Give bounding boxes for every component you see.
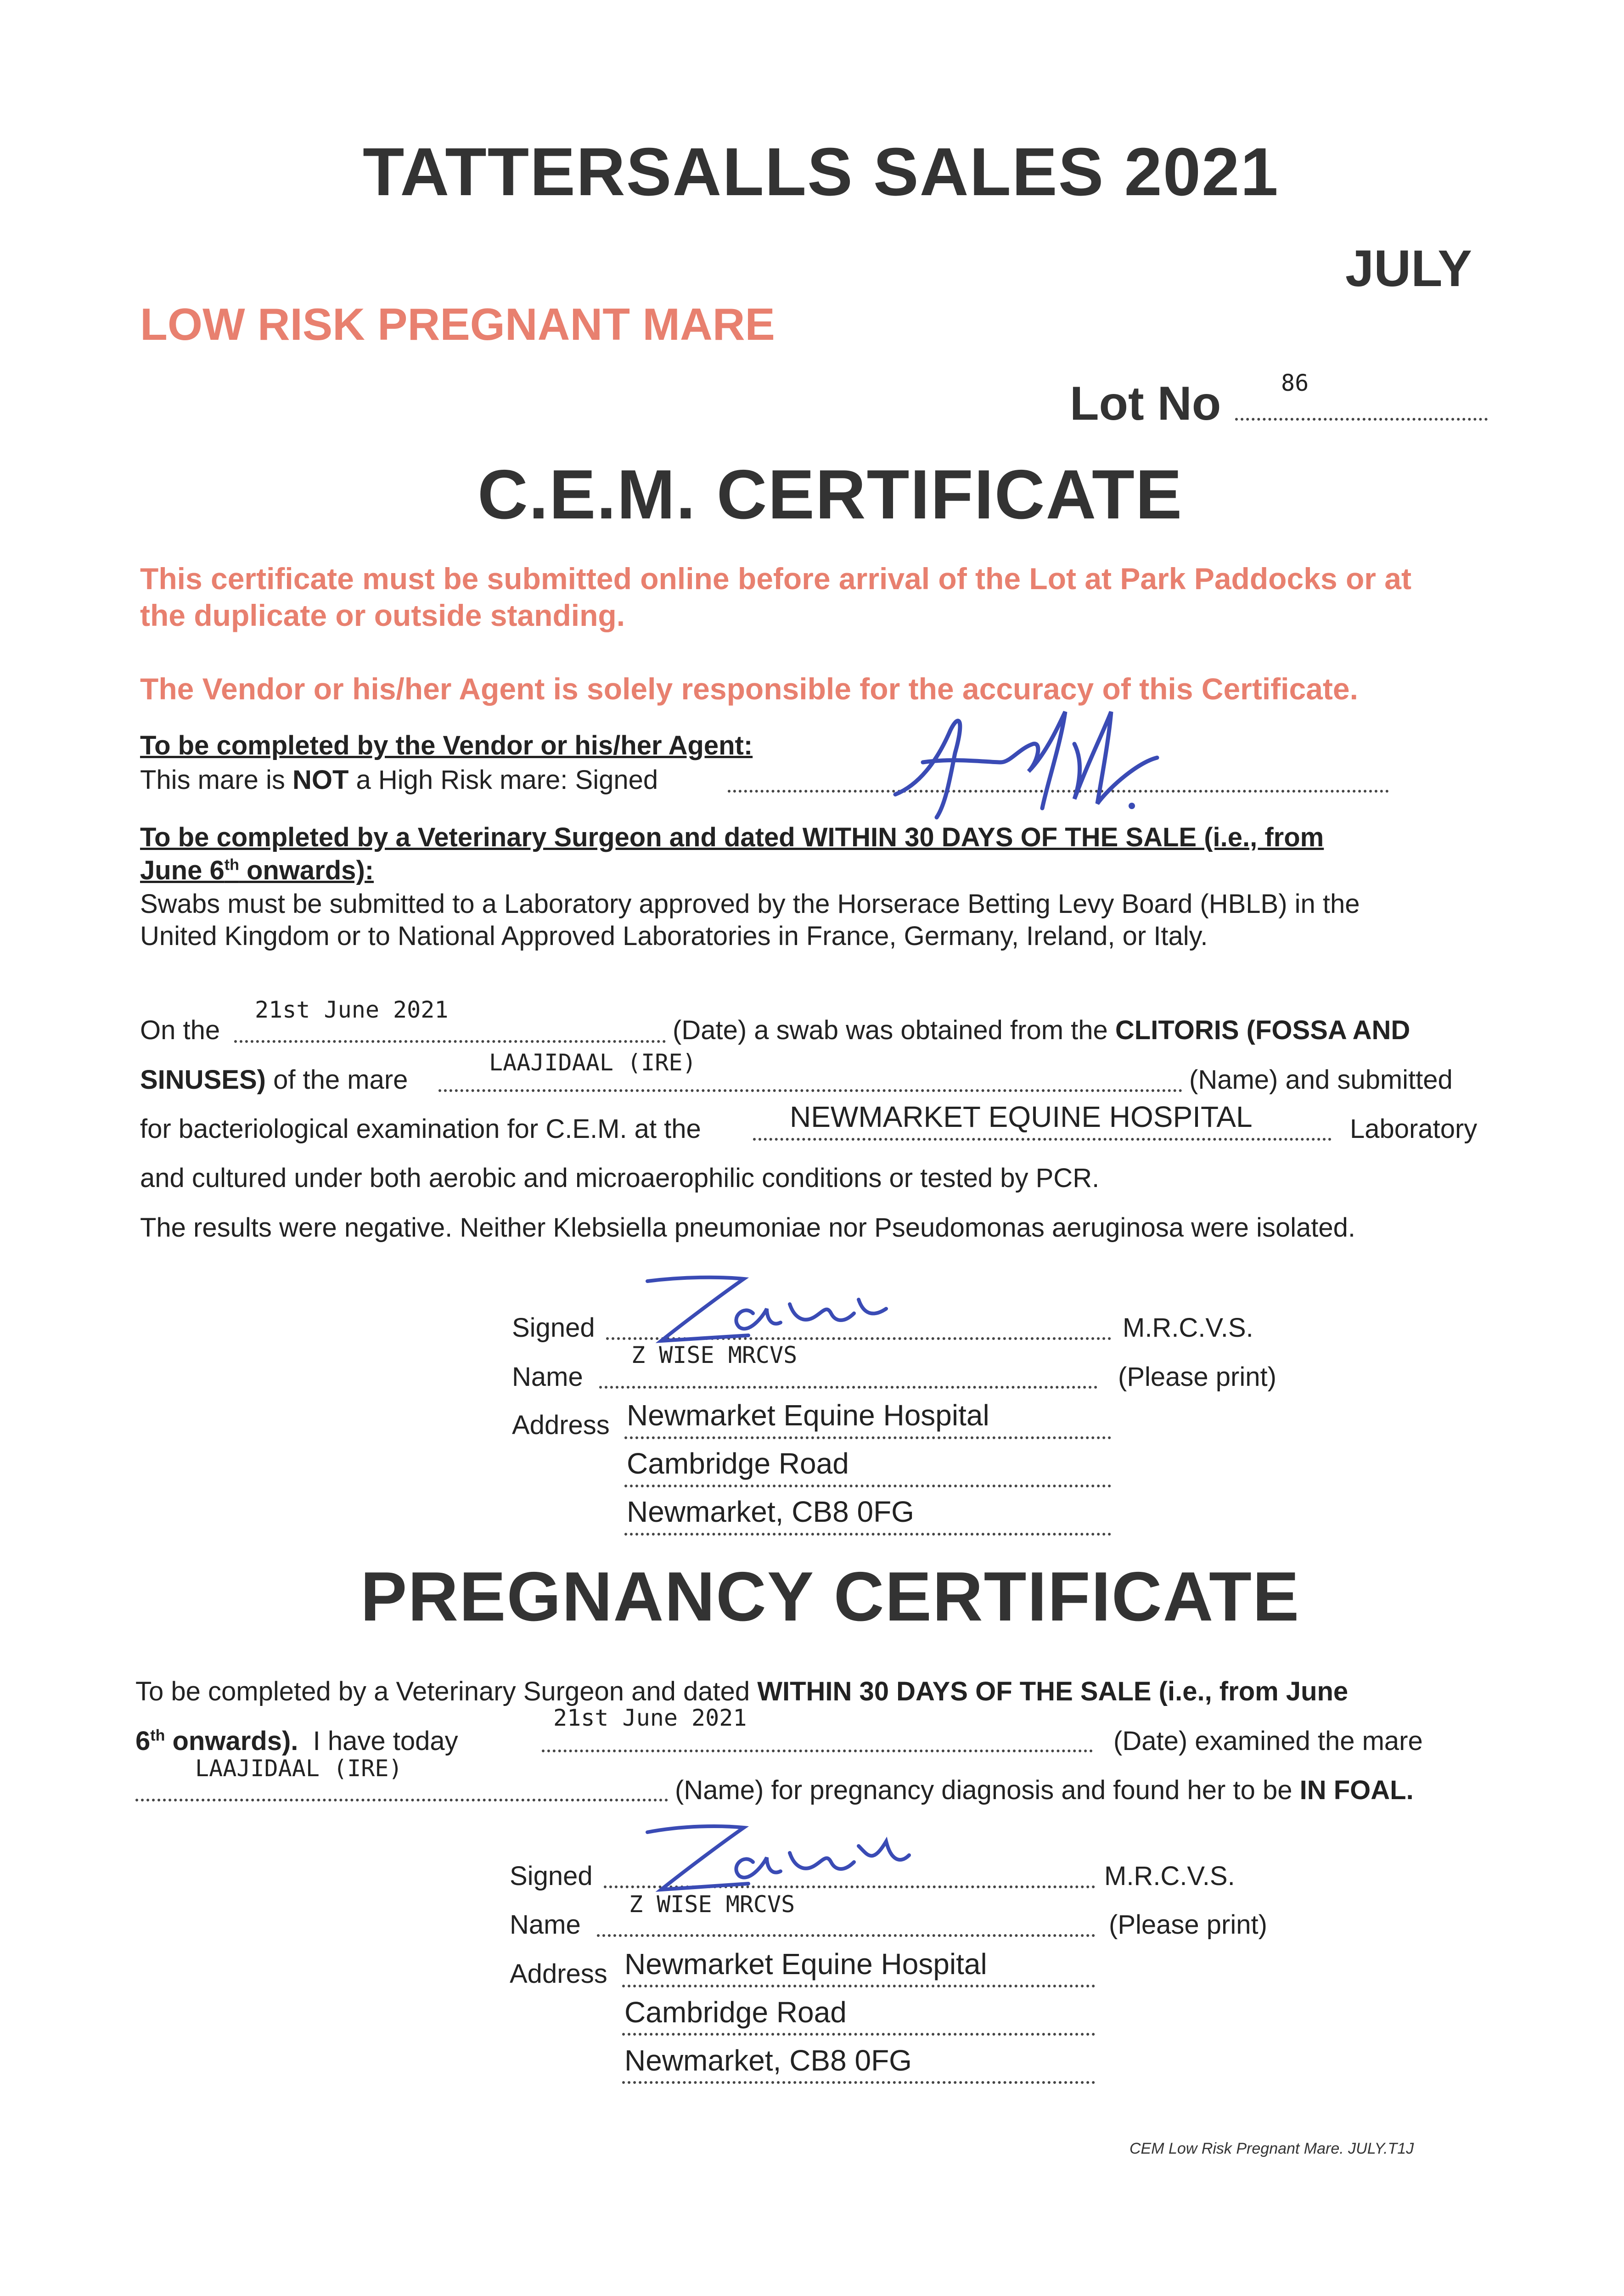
cem-name-line xyxy=(599,1386,1097,1389)
pregnancy-address-line-3-dots xyxy=(622,2081,1095,2084)
cultured-text: and cultured under both aerobic and microaerophilic conditions or tested by PCR. xyxy=(140,1163,1100,1193)
lab-name-value: NEWMARKET EQUINE HOSPITAL xyxy=(790,1100,1253,1133)
bacteriological-text: for bacteriological examination for C.E.M. at the xyxy=(140,1114,701,1144)
vendor-statement: This mare is NOT a High Risk mare: Signed xyxy=(140,765,658,795)
cem-address-line-3-dots xyxy=(624,1533,1111,1536)
lab-name-line xyxy=(753,1138,1332,1141)
cem-name-label: Name xyxy=(512,1362,583,1392)
swab-instructions-2: United Kingdom or to National Approved Laboratories in France, Germany, Ireland, or Italy. xyxy=(140,921,1208,951)
cem-notice-line-2: The Vendor or his/her Agent is solely responsible for the accuracy of this Certificate. xyxy=(140,672,1358,706)
cem-notice-line-1: This certificate must be submitted online before arrival of the Lot at Park Paddocks or at xyxy=(140,562,1411,596)
vet-signature-cem xyxy=(629,1258,923,1350)
mare-name-value: LAAJIDAAL (IRE) xyxy=(489,1049,697,1076)
cem-address-line-3: Newmarket, CB8 0FG xyxy=(627,1495,914,1528)
vendor-signature xyxy=(882,693,1166,827)
pregnancy-address-line-2: Cambridge Road xyxy=(624,1996,847,2029)
vet-signature-pregnancy xyxy=(629,1805,914,1896)
pregnancy-address-line-2-dots xyxy=(622,2033,1095,2036)
pregnancy-line-2-start: 6th onwards). I have today xyxy=(135,1726,458,1756)
cem-please-print: (Please print) xyxy=(1118,1362,1276,1392)
cem-name-value: Z WISE MRCVS xyxy=(631,1342,798,1368)
document-title: TATTERSALLS SALES 2021 xyxy=(363,134,1279,210)
cem-address-line-2: Cambridge Road xyxy=(627,1447,849,1480)
pregnancy-name-line xyxy=(597,1934,1095,1937)
vendor-heading: To be completed by the Vendor or his/her Agent: xyxy=(140,731,753,760)
sale-month: JULY xyxy=(1345,240,1472,297)
cem-address-line-2-dots xyxy=(624,1485,1111,1487)
pregnancy-certificate-title: PREGNANCY CERTIFICATE xyxy=(360,1558,1300,1636)
lot-label: Lot No xyxy=(1070,377,1221,430)
cem-address-line-1: Newmarket Equine Hospital xyxy=(627,1399,989,1432)
swab-date-line xyxy=(234,1040,666,1043)
pregnancy-mare-name-line xyxy=(135,1799,668,1801)
cem-certificate-title: C.E.M. CERTIFICATE xyxy=(478,456,1183,534)
vet-heading-line-2: June 6th onwards): xyxy=(140,855,374,885)
name-submitted-text: (Name) and submitted xyxy=(1189,1065,1453,1095)
pregnancy-line-1: To be completed by a Veterinary Surgeon and dated WITHIN 30 DAYS OF THE SALE (i.e., from June xyxy=(135,1677,1349,1706)
mare-name-line xyxy=(438,1089,1182,1092)
pregnancy-address-line-1-dots xyxy=(622,1985,1095,1987)
pregnancy-mare-name-value: LAAJIDAAL (IRE) xyxy=(195,1755,403,1782)
cem-notice-line-1b: the duplicate or outside standing. xyxy=(140,598,625,632)
pregnancy-mrcvs: M.R.C.V.S. xyxy=(1104,1861,1235,1891)
pregnancy-line-3: (Name) for pregnancy diagnosis and found her to be IN FOAL. xyxy=(675,1775,1414,1805)
cem-address-label: Address xyxy=(512,1410,610,1440)
pregnancy-date-line xyxy=(542,1750,1093,1752)
swab-date-value: 21st June 2021 xyxy=(255,996,449,1023)
pregnancy-address-line-3: Newmarket, CB8 0FG xyxy=(624,2044,912,2077)
cem-address-line-1-dots xyxy=(624,1436,1111,1439)
swab-date-text: (Date) a swab was obtained from the CLITORIS (FOSSA AND xyxy=(673,1015,1410,1045)
pregnancy-signed-label: Signed xyxy=(510,1861,593,1891)
cem-signed-label: Signed xyxy=(512,1313,595,1343)
pregnancy-address-line-1: Newmarket Equine Hospital xyxy=(624,1947,987,1981)
sinuses-line: SINUSES) of the mare xyxy=(140,1065,408,1095)
pregnancy-date-value: 21st June 2021 xyxy=(553,1705,747,1731)
pregnancy-name-value: Z WISE MRCVS xyxy=(629,1891,795,1918)
pregnancy-line-2-end: (Date) examined the mare xyxy=(1113,1726,1423,1756)
on-the-label: On the xyxy=(140,1015,220,1045)
swab-instructions-1: Swabs must be submitted to a Laboratory approved by the Horserace Betting Levy Board (HBLB) in the xyxy=(140,889,1360,919)
laboratory-text: Laboratory xyxy=(1350,1114,1478,1144)
lot-dots xyxy=(1235,418,1488,421)
vet-heading-line-1: To be completed by a Veterinary Surgeon and dated WITHIN 30 DAYS OF THE SALE (i.e., from xyxy=(140,822,1324,852)
lot-number: 86 xyxy=(1281,370,1309,396)
pregnancy-please-print: (Please print) xyxy=(1109,1910,1267,1940)
pregnancy-name-label: Name xyxy=(510,1910,581,1940)
results-text: The results were negative. Neither Klebsiella pneumoniae nor Pseudomonas aeruginosa were isolated. xyxy=(140,1213,1355,1243)
cem-mrcvs: M.R.C.V.S. xyxy=(1123,1313,1253,1343)
footer-code: CEM Low Risk Pregnant Mare. JULY.T1J xyxy=(1129,2140,1414,2157)
pregnancy-address-label: Address xyxy=(510,1959,607,1989)
risk-label: LOW RISK PREGNANT MARE xyxy=(140,299,775,349)
